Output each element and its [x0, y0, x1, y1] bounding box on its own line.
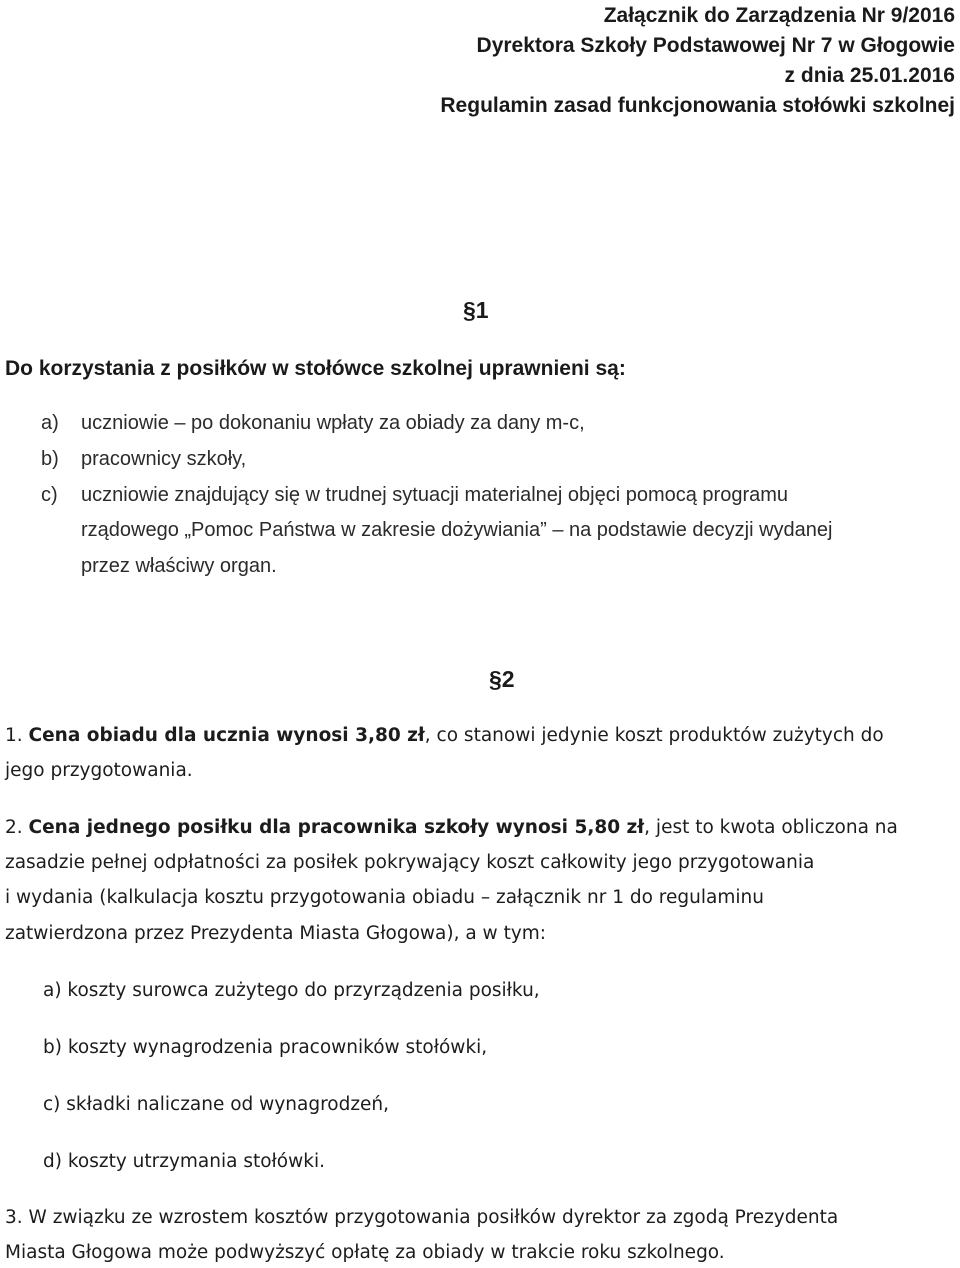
- cost-item-c: c) składki naliczane od wynagrodzeń,: [43, 1094, 390, 1115]
- list-item-b-text: pracownicy szkoły,: [81, 448, 247, 470]
- paragraph-2: [5, 817, 898, 838]
- document-title: Regulamin zasad funkcjonowania stołówki szkolnej: [440, 94, 955, 117]
- list-item-c-continuation-2: przez właściwy organ.: [81, 555, 277, 577]
- list-item-c-continuation-1: rządowego „Pomoc Państwa w zakresie dożywiania” – na podstawie decyzji wydanej: [81, 519, 833, 541]
- paragraph-1-bold: Cena obiadu dla ucznia wynosi 3,80 zł: [28, 725, 425, 746]
- section-2-number: §2: [489, 666, 515, 692]
- paragraph-3-line-1: 3. W związku ze wzrostem kosztów przygotowania posiłków dyrektor za zgodą Prezydenta: [5, 1207, 839, 1228]
- paragraph-2-line-2: zasadzie pełnej odpłatności za posiłek pokrywający koszt całkowity jego przygotowania: [5, 852, 815, 873]
- paragraph-1-number: 1.: [5, 725, 23, 746]
- header-line-1: Załącznik do Zarządzenia Nr 9/2016: [603, 4, 955, 27]
- paragraph-1-continuation: jego przygotowania.: [5, 760, 193, 781]
- list-item-c-label: c): [41, 484, 58, 506]
- paragraph-2-line-4: zatwierdzona przez Prezydenta Miasta Głogowa), a w tym:: [5, 923, 547, 944]
- paragraph-2-rest: , jest to kwota obliczona na: [644, 817, 898, 838]
- cost-item-b: b) koszty wynagrodzenia pracowników stołówki,: [43, 1037, 488, 1058]
- paragraph-3-line-2: Miasta Głogowa może podwyższyć opłatę za obiady w trakcie roku szkolnego.: [5, 1242, 725, 1263]
- list-item-c-text: uczniowie znajdujący się w trudnej sytuacji materialnej objęci pomocą programu: [81, 484, 789, 506]
- header-line-3: z dnia 25.01.2016: [784, 64, 955, 87]
- paragraph-1-rest: , co stanowi jedynie koszt produktów zużytych do: [424, 725, 884, 746]
- paragraph-2-bold: Cena jednego posiłku dla pracownika szkoły wynosi 5,80 zł: [28, 817, 645, 838]
- cost-item-d: d) koszty utrzymania stołówki.: [43, 1151, 325, 1172]
- section-1-number: §1: [463, 297, 489, 323]
- paragraph-2-line-3: i wydania (kalkulacja kosztu przygotowania obiadu – załącznik nr 1 do regulaminu: [5, 887, 764, 908]
- paragraph-1: [5, 725, 884, 746]
- list-item-a-label: a): [41, 412, 59, 434]
- header-line-2: Dyrektora Szkoły Podstawowej Nr 7 w Głogowie: [476, 34, 955, 57]
- list-item-b-label: b): [41, 448, 59, 470]
- cost-item-a: a) koszty surowca zużytego do przyrządzenia posiłku,: [43, 980, 540, 1001]
- paragraph-2-number: 2.: [5, 817, 23, 838]
- section-1-intro: Do korzystania z posiłków w stołówce szkolnej uprawnieni są:: [5, 357, 626, 380]
- list-item-a-text: uczniowie – po dokonaniu wpłaty za obiady za dany m-c,: [81, 412, 585, 434]
